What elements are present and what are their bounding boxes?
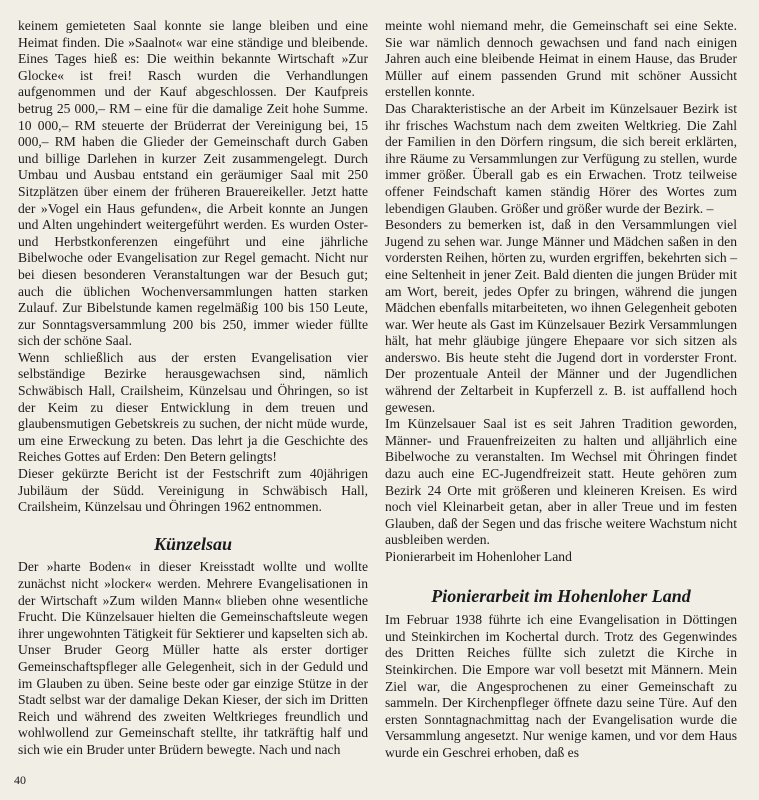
paragraph: Pionierarbeit im Hohenloher Land [385,549,572,564]
paragraph: Dieser gekürzte Bericht ist der Festschrift zum 40jährigen Jubiläum der Südd. Vereinigung in Schwäbisch Hall, Crailsheim, Künzelsau und Öhringen 1962 entnommen. [18,466,368,515]
paragraph: Im Künzelsauer Saal ist es seit Jahren Tradition geworden, Männer- und Frauenfreizeiten zu halten und alljährlich eine Bibelwoche zu veranstalten. Im Wechsel mit Öhringen findet dazu auch eine EC-Jugendfreizeit statt. Heute gehören zum Bezirk 24 Orte mit größeren und kleineren Kreisen. Es wird noch viel Kleinarbeit getan, aber in aller Treue und im festen Glauben, daß der Segen und das frische weitere Wachstum nicht ausbleiben werden. [385,416,737,548]
right-column [385,18,737,762]
paragraph: Der »harte Boden« in dieser Kreisstadt wollte und wollte zunächst nicht »locker« werden. Mehrere Evangelisationen in der Wirtschaft »Zum wilden Mann« blieben ohne wesentliche Frucht. Die Künzelsauer hielten die Gemeinschaftsleute wegen ihrer ungewohnten Tätigkeit für Sektierer und kapselten sich ab. Unser Bruder Georg Müller hatte als erster dortiger Gemeinschaftspfleger alle Gelegenheit, sich in der Geduld und im Glauben zu üben. Seine beste oder gar einzige Stütze in der Stadt selbst war der damalige Dekan Kieser, der sich im Dritten Reich und während des zweiten Weltkrieges freundlich und wohlwollend zur Gemeinschaft stellte, ihr tatkräftig half und sich wie ein Bruder unter Brüdern bewegte. Nach und nach [18,559,368,757]
section-heading-pionierarbeit: Pionierarbeit im Hohenloher Land [431,585,691,606]
left-column [18,18,368,759]
paragraph: Das Charakteristische an der Arbeit im Künzelsauer Bezirk ist ihr frisches Wachstum nach dem zweiten Weltkrieg. Die Zahl der Familien in den Dörfern ringsum, die sich bereit erklärten, ihre Räume zu Versammlungen zur Verfügung zu stellen, wurde immer größer. Überall gab es ein Erwachen. Trotz teilweise offener Feindschaft kamen ständig Hörer des Wortes zum lebendigen Glauben. Größer und größer wurde der Bezirk. – [385,100,737,216]
page-number: 40 [14,773,26,787]
paragraph: keinem gemieteten Saal konnte sie lange bleiben und eine Heimat finden. Die »Saalnot« war eine ständige und bleibende. Eines Tages hieß es: Die weithin bekannte Wirtschaft »Zur Glocke« ist frei! Rasch wurden die Verhandlungen aufgenommen und der Kauf abgeschlossen. Der Kaufpreis betrug 25 000,– RM – eine für die damalige Zeit hohe Summe. 10 000,– RM steuerte der Brüderrat der Vereinigung bei, 15 000,– RM haben die Glieder der Gemeinschaft durch Gaben und billige Darlehen in kurzer Zeit zusammengelegt. Durch Umbau und Ausbau entstand ein geräumiger Saal mit 250 Sitzplätzen über einem der früheren Brauereikeller. Jetzt hatte der »Vogel ein Haus gefunden«, die Arbeit konnte an Jungen und Alten ungehindert weitergeführt werden. Es wurden Oster- und Herbstkonferenzen eingeführt und eine jährliche Bibelwoche oder Evangelisation zur Regel gemacht. Nicht nur bei diesen besonderen Veranstaltungen war der Besuch gut; auch die üblichen Wochenversammlungen hatten starken Zulauf. Zur Bibelstunde kamen regelmäßig 100 bis 150 Leute, zur Sonntagsversammlung 200 bis 250, immer wieder füllte sich der schöne Saal. [18,18,368,349]
paragraph: Wenn schließlich aus der ersten Evangelisation vier selbständige Bezirke herausgewachsen sind, nämlich Schwäbisch Hall, Crailsheim, Künzelsau und Öhringen, so ist der Keim zu dieser Entwicklung in dem treuen und glaubensmutigen Gebetskreis zu suchen, der nicht müde wurde, um eine Erweckung zu beten. Das lehrt ja die Geschichte des Reiches Gottes auf Erden: Den Betern gelingts! [18,349,368,465]
paragraph: Besonders zu bemerken ist, daß in den Versammlungen viel Jugend zu sehen war. Junge Männer und Mädchen saßen in den vordersten Reihen, hörten zu, wurden ergriffen, bekehrten sich – eine Seltenheit in jener Zeit. Bald dienten die jungen Brüder mit am Wort, bereit, jedes Opfer zu bringen, während die jungen Mädchen ebenfalls mitarbeiteten, wo ihnen Gelegenheit geboten war. Wer heute als Gast im Künzelsauer Bezirk Versammlungen hält, hat mehr gläubige jüngere Ehepaare vor sich sitzen als anderswo. Bis heute steht die Jugend dort in vorderster Front. Der prozentuale Anteil der Männer und der Jugendlichen während der Zeltarbeit in Kupferzell z. B. ist auffallend hoch gewesen. [385,217,737,415]
section-heading-kuenzelsau: Künzelsau [153,533,233,554]
paragraph: Im Februar 1938 führte ich eine Evangelisation in Döttingen und Steinkirchen im Kochertal durch. Trotz des Gegenwindes des Dritten Reiches füllte sich zuletzt die Kirche in Steinkirchen. Die Empore war voll besetzt mit Männern. Mein Ziel war, die Angesprochenen zu einer Gemeinschaft zu sammeln. Der Kirchenpfleger öffnete dazu seine Türe. Auf den ersten Sonntagnachmittag nach der Evangelisation wurde die Versammlung angesetzt. Nur wenige kamen, und vor dem Haus wurde ein Geschrei erhoben, daß es [385,612,737,760]
paragraph: meinte wohl niemand mehr, die Gemeinschaft sei eine Sekte. Sie war nämlich dennoch gewachsen und fand nach einigen Jahren auch eine bleibende Heimat in einem Hause, das Bruder Müller auf einem passenden Grund mit schöner Aussicht erstellen konnte. [385,18,737,100]
